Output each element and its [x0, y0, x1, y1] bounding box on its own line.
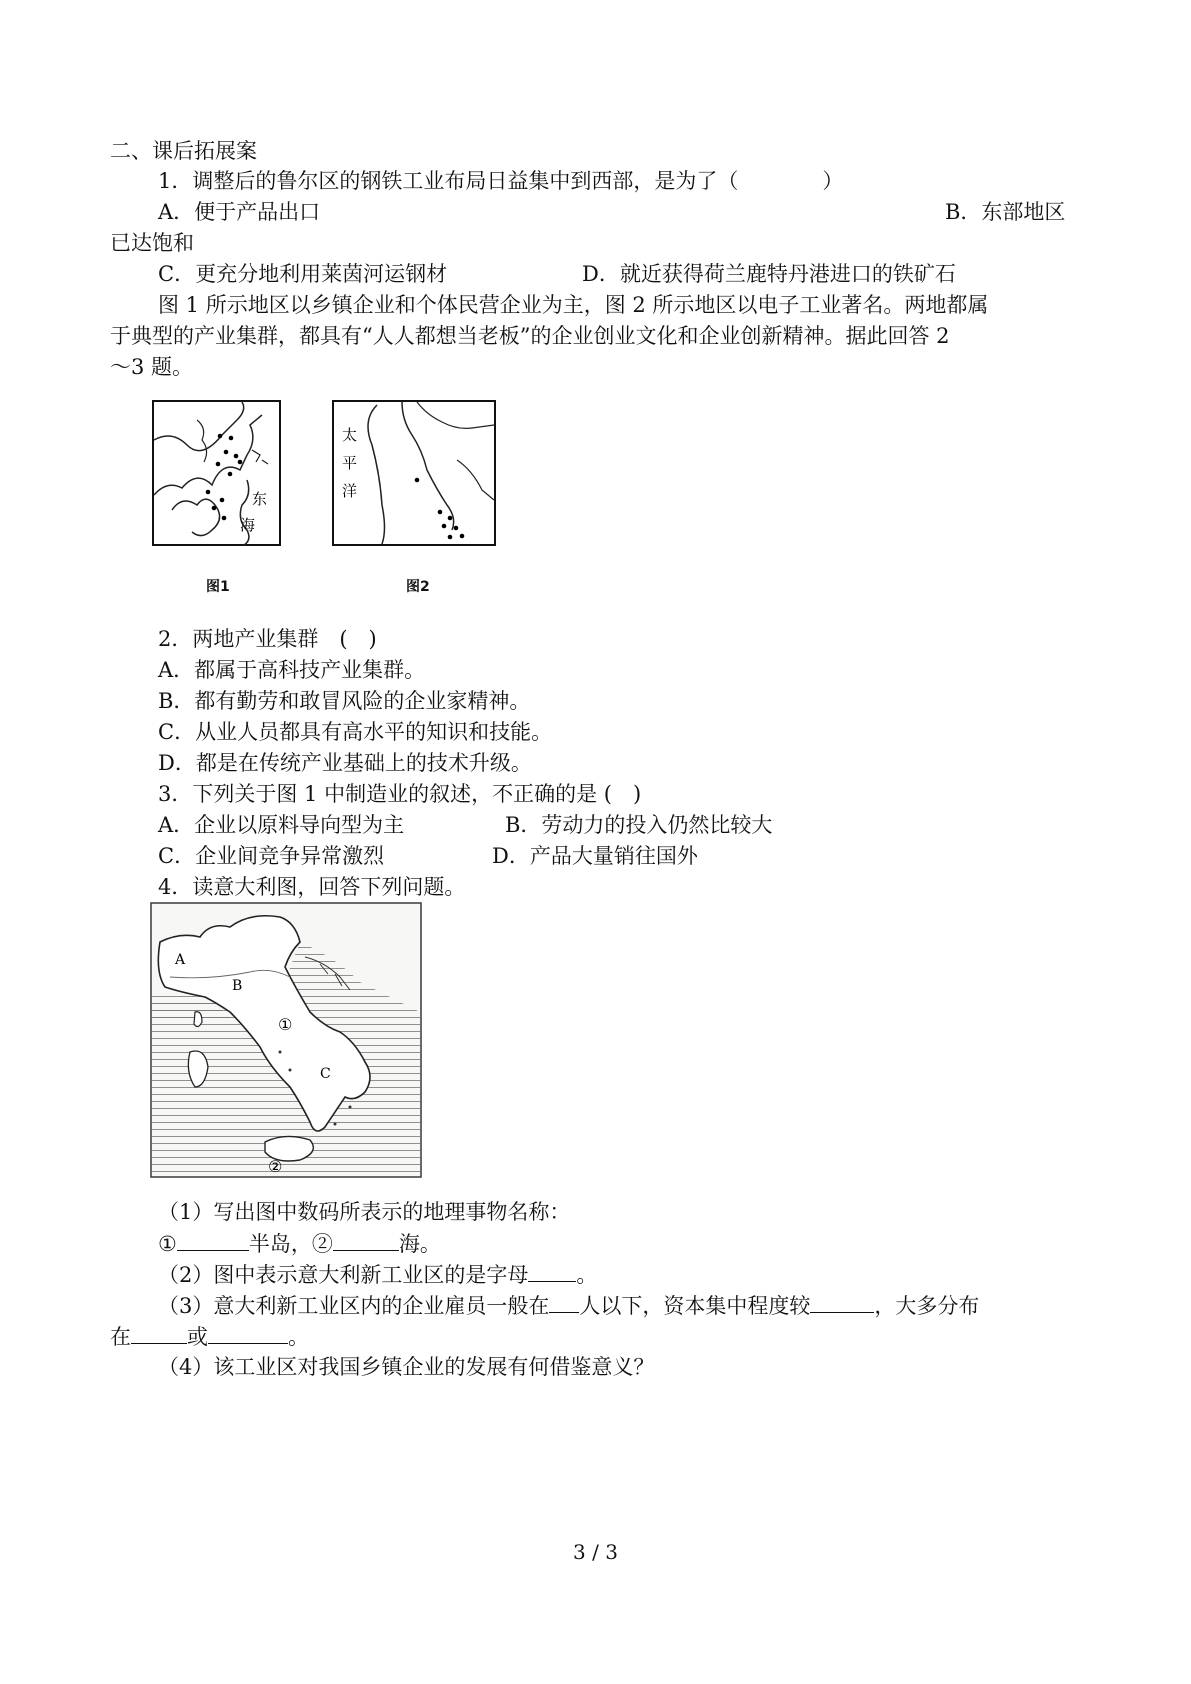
blank-capital-concentration[interactable] [810, 1290, 874, 1313]
blank-distribution-2[interactable] [208, 1321, 288, 1344]
intro-line-3: ～3 题。 [110, 355, 194, 379]
map-label-1: ① [278, 1015, 293, 1034]
fig2-label-tai: 太 [342, 426, 358, 444]
q1-option-a: A．便于产品出口 [158, 200, 321, 224]
blank-peninsula[interactable] [177, 1228, 249, 1251]
figure-2-caption: 图2 [406, 579, 430, 595]
q2-option-b: B．都有勤劳和敢冒风险的企业家精神。 [158, 689, 531, 713]
circle-1-label: ① [158, 1232, 177, 1256]
q4-sub1: （1）写出图中数码所表示的地理事物名称： [158, 1200, 571, 1224]
q3-option-a: A．企业以原料导向型为主 [158, 813, 405, 837]
sub3-text-6: 。 [288, 1325, 309, 1349]
q4-stem: 4．读意大利图，回答下列问题。 [158, 875, 466, 899]
q4-sub3-line1 [158, 1290, 979, 1321]
blank-distribution-1[interactable] [131, 1321, 187, 1344]
q2-stem: 2．两地产业集群 ( ) [158, 627, 377, 651]
peninsula-text: 半岛，② [248, 1232, 333, 1256]
q2-option-c: C．从业人员都具有高水平的知识和技能。 [158, 720, 553, 744]
q2-option-d: D．都是在传统产业基础上的技术升级。 [158, 751, 532, 775]
q3-option-b: B．劳动力的投入仍然比较大 [505, 813, 773, 837]
map-label-b: B [232, 978, 243, 994]
fig1-label-hai: 海 [240, 516, 256, 534]
intro-line-2: 于典型的产业集群，都具有“人人都想当老板”的企业创业文化和企业创新精神。据此回答 2 [110, 324, 950, 348]
sub3-text-4: 在 [110, 1325, 131, 1349]
sea-text: 海。 [398, 1232, 441, 1256]
q4-sub1-answer-line [158, 1228, 441, 1259]
sub3-text-5: 或 [187, 1325, 208, 1349]
q4-sub2 [158, 1259, 597, 1290]
fig2-label-ping: 平 [342, 454, 358, 472]
q4-sub3-line2 [110, 1321, 309, 1352]
q3-option-d: D．产品大量销往国外 [492, 844, 698, 868]
q4-sub4: （4）该工业区对我国乡镇企业的发展有何借鉴意义？ [158, 1355, 655, 1379]
figure-1-caption: 图1 [206, 579, 230, 595]
map-label-c: C [320, 1066, 331, 1082]
q1-option-c: C．更充分地利用莱茵河运钢材 [158, 262, 448, 286]
blank-employee-count[interactable] [549, 1290, 579, 1313]
q3-option-c: C．企业间竞争异常激烈 [158, 844, 385, 868]
sub2-end: 。 [576, 1263, 598, 1287]
q2-option-a: A．都属于高科技产业集群。 [158, 658, 426, 682]
section-title: 二、课后拓展案 [110, 139, 257, 163]
page-number: 3 / 3 [573, 1540, 618, 1564]
figure-2-map [332, 400, 497, 570]
sub2-text: （2）图中表示意大利新工业区的是字母 [158, 1263, 529, 1287]
blank-sea[interactable] [333, 1228, 399, 1251]
fig1-label-dong: 东 [252, 490, 268, 508]
q3-stem: 3．下列关于图 1 中制造业的叙述，不正确的是 ( ) [158, 782, 642, 806]
italy-map [150, 902, 422, 1178]
sub3-text-1: （3）意大利新工业区内的企业雇员一般在 [158, 1294, 550, 1318]
map-label-a: A [175, 952, 186, 968]
sub3-text-3: ，大多分布 [874, 1294, 980, 1318]
map-label-2: ② [268, 1157, 283, 1176]
fig2-label-yang: 洋 [342, 482, 358, 500]
figure-1-map [152, 400, 282, 570]
q1-option-b-continued: 已达饱和 [110, 231, 194, 255]
blank-new-industrial-zone-letter[interactable] [528, 1259, 576, 1282]
q1-option-d: D．就近获得荷兰鹿特丹港进口的铁矿石 [582, 262, 956, 286]
q1-stem: 1．调整后的鲁尔区的钢铁工业布局日益集中到西部，是为了（ ） [158, 169, 844, 193]
q1-option-b: B．东部地区 [945, 200, 1066, 224]
sub3-text-2: 人以下，资本集中程度较 [579, 1294, 811, 1318]
intro-line-1: 图 1 所示地区以乡镇企业和个体民营企业为主，图 2 所示地区以电子工业著名。两地都属 [158, 293, 989, 317]
